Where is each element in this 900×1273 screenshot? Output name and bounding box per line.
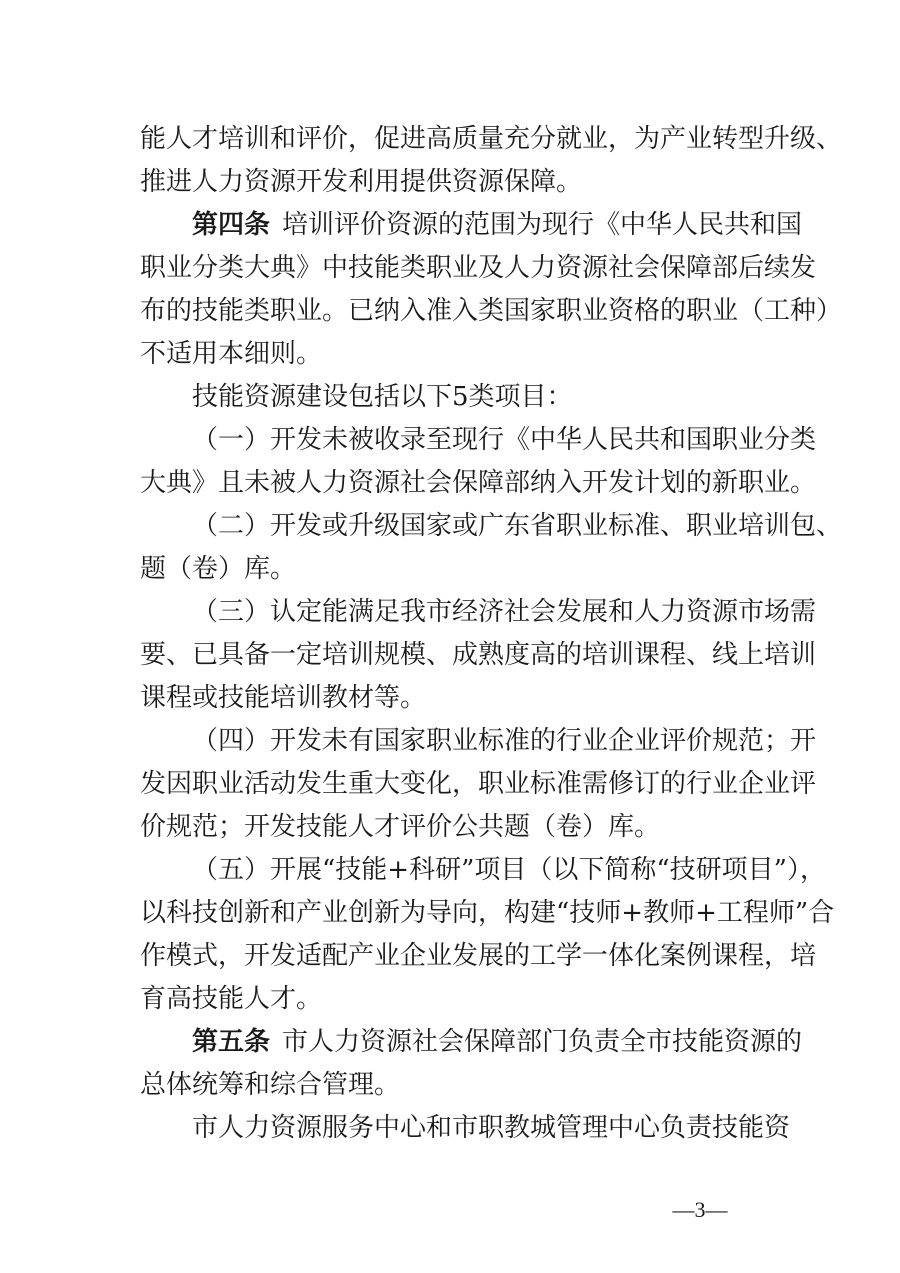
paragraph-line: 不适用本细则。 xyxy=(140,339,323,369)
article-4-label: 第四条 xyxy=(192,210,271,240)
paragraph-line: 能人才培训和评价，促进高质量充分就业，为产业转型升级、 xyxy=(140,124,843,154)
paragraph-line: 要、已具备一定培训规模、成熟度高的培训课程、线上培训 xyxy=(140,640,817,670)
paragraph-line: 职业分类大典》中技能类职业及人力资源社会保障部后续发 xyxy=(140,253,817,283)
paragraph-line: 技能资源建设包括以下5类项目： xyxy=(192,382,573,412)
paragraph-line: 布的技能类职业。已纳入准入类国家职业资格的职业（工种） xyxy=(140,296,843,326)
paragraph-line: 题（卷）库。 xyxy=(140,554,297,584)
paragraph-line: 大典》且未被人力资源社会保障部纳入开发计划的新职业。 xyxy=(140,468,817,498)
article-5-line xyxy=(192,1025,803,1059)
list-item-4-line: （四）开发未有国家职业标准的行业企业评价规范；开 xyxy=(192,726,817,756)
page-number: —3— xyxy=(672,1197,728,1222)
paragraph-line: 课程或技能培训教材等。 xyxy=(140,683,427,713)
paragraph-line: 市人力资源服务中心和市职教城管理中心负责技能资 xyxy=(192,1113,791,1143)
article-5-label: 第五条 xyxy=(192,1027,271,1057)
list-item-2-line: （二）开发或升级国家或广东省职业标准、职业培训包、 xyxy=(192,511,843,541)
paragraph-line: 育高技能人才。 xyxy=(140,984,323,1014)
list-item-5-line: （五）开展“技能+科研”项目（以下简称“技研项目”）， xyxy=(192,855,826,885)
list-item-3-line: （三）认定能满足我市经济社会发展和人力资源市场需 xyxy=(192,597,817,627)
paragraph-line: 作模式，开发适配产业企业发展的工学一体化案例课程，培 xyxy=(140,941,817,971)
article-4-line xyxy=(192,208,803,242)
list-item-1-line: （一）开发未被收录至现行《中华人民共和国职业分类 xyxy=(192,425,817,455)
paragraph-line: 发因职业活动发生重大变化，职业标准需修订的行业企业评 xyxy=(140,769,817,799)
paragraph-line: 总体统筹和综合管理。 xyxy=(140,1070,401,1100)
paragraph-line: 以科技创新和产业创新为导向，构建“技师+教师+工程师”合 xyxy=(140,898,835,928)
paragraph-line: 推进人力资源开发利用提供资源保障。 xyxy=(140,167,583,197)
article-5-text: 市人力资源社会保障部门负责全市技能资源的 xyxy=(282,1027,803,1057)
paragraph-line: 价规范；开发技能人才评价公共题（卷）库。 xyxy=(140,812,661,842)
article-4-text: 培训评价资源的范围为现行《中华人民共和国 xyxy=(282,210,803,240)
